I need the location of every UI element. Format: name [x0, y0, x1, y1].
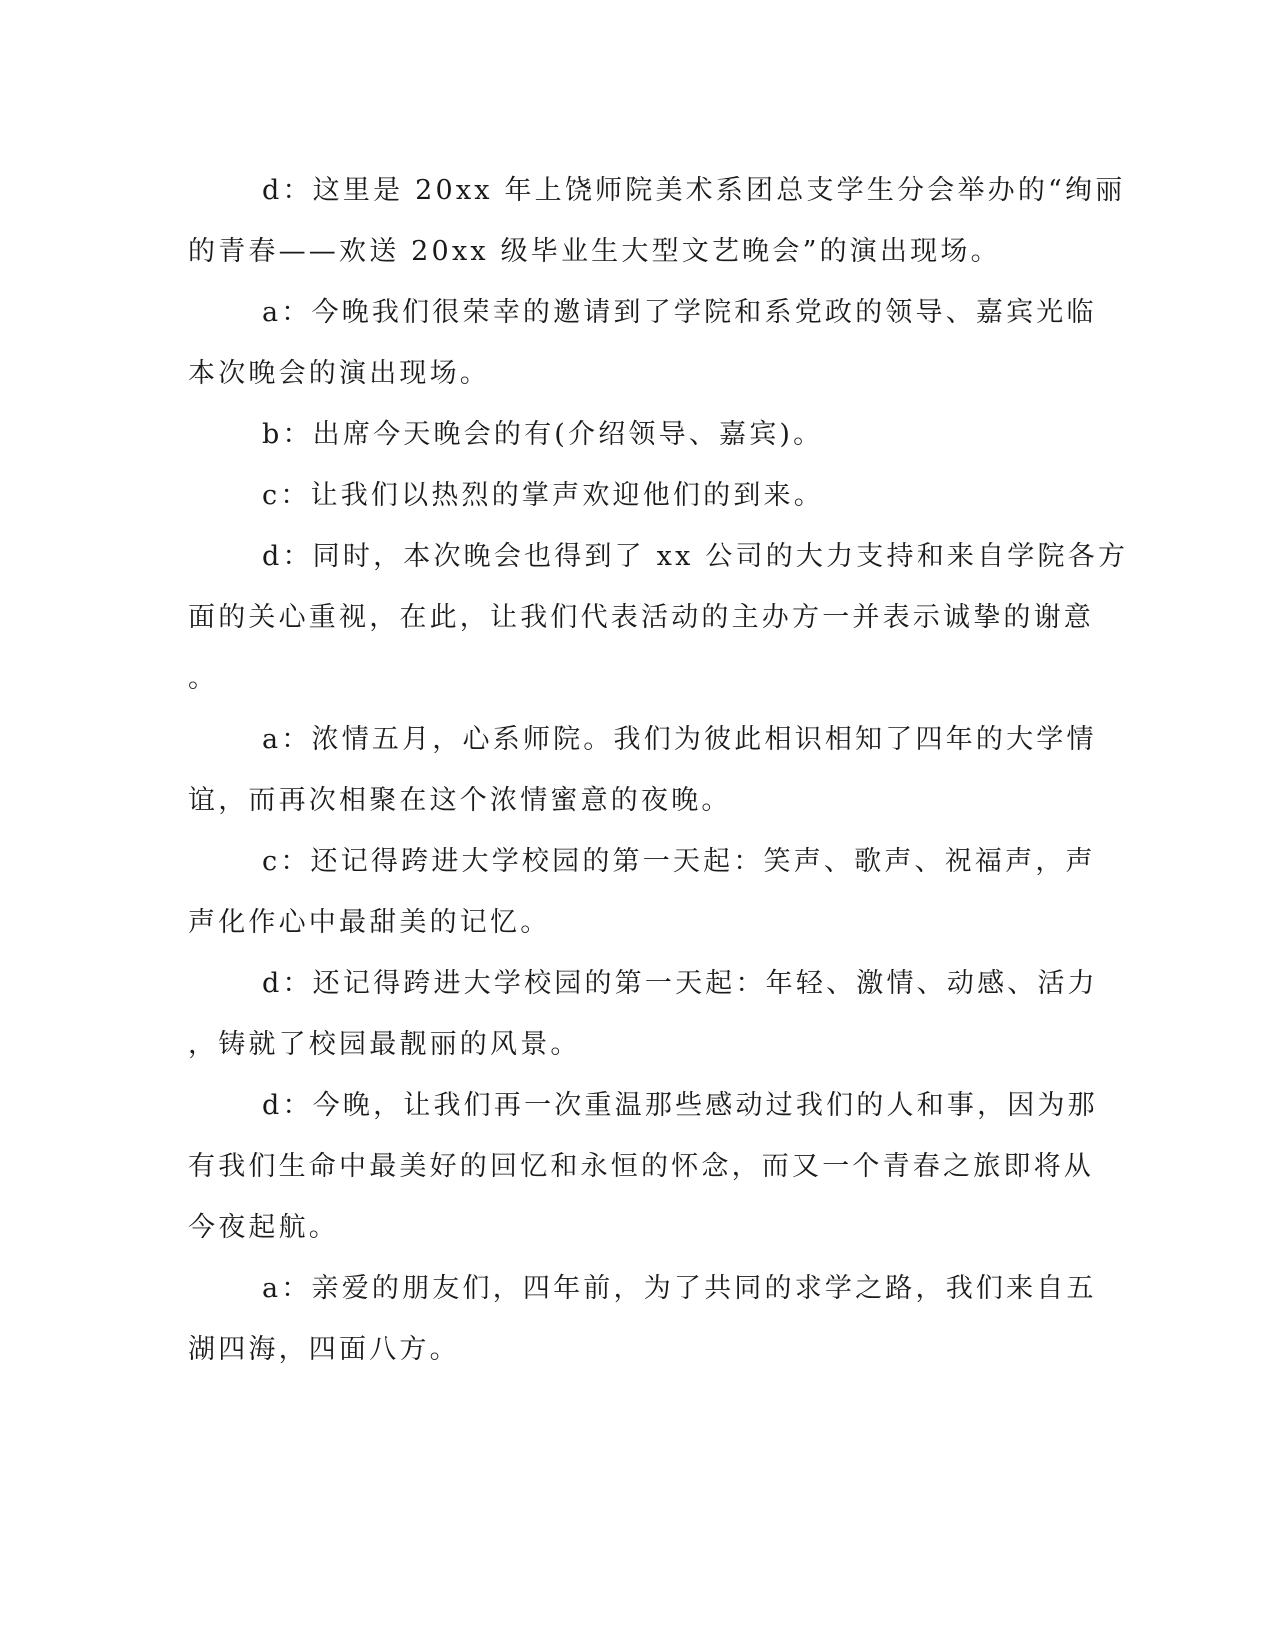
text-line: c：让我们以热烈的掌声欢迎他们的到来。	[262, 480, 824, 511]
text-line: a：今晚我们很荣幸的邀请到了学院和系党政的领导、嘉宾光临	[262, 297, 1097, 328]
text-line: 的青春——欢送 20xx 级毕业生大型文艺晚会”的演出现场。	[188, 236, 1001, 267]
text-line: 有我们生命中最美好的回忆和永恒的怀念，而又一个青春之旅即将从	[188, 1151, 1094, 1182]
text-line: 声化作心中最甜美的记忆。	[188, 907, 551, 938]
document-body	[188, 160, 1129, 1380]
text-line: a：浓情五月，心系师院。我们为彼此相识相知了四年的大学情	[262, 724, 1097, 755]
text-line: d：还记得跨进大学校园的第一天起：年轻、激情、动感、活力	[262, 968, 1098, 999]
text-line: b：出席今天晚会的有(介绍领导、嘉宾)。	[262, 419, 824, 450]
text-line: 本次晚会的演出现场。	[188, 358, 490, 389]
text-line: d：同时，本次晚会也得到了 xx 公司的大力支持和来自学院各方	[262, 541, 1129, 572]
text-line: d：这里是 20xx 年上饶师院美术系团总支学生分会举办的“绚丽	[262, 175, 1126, 206]
text-line: 今夜起航。	[188, 1212, 339, 1243]
text-line: 。	[188, 663, 219, 694]
text-line: ，铸就了校园最靓丽的风景。	[188, 1029, 581, 1060]
text-line: c：还记得跨进大学校园的第一天起：笑声、歌声、祝福声，声	[262, 846, 1096, 877]
text-line: d：今晚，让我们再一次重温那些感动过我们的人和事，因为那	[262, 1090, 1098, 1121]
text-line: a：亲爱的朋友们，四年前，为了共同的求学之路，我们来自五	[262, 1273, 1097, 1304]
text-line: 湖四海，四面八方。	[188, 1334, 460, 1365]
text-line: 面的关心重视，在此，让我们代表活动的主办方一并表示诚挚的谢意	[188, 602, 1094, 633]
text-line: 谊，而再次相聚在这个浓情蜜意的夜晚。	[188, 785, 732, 816]
